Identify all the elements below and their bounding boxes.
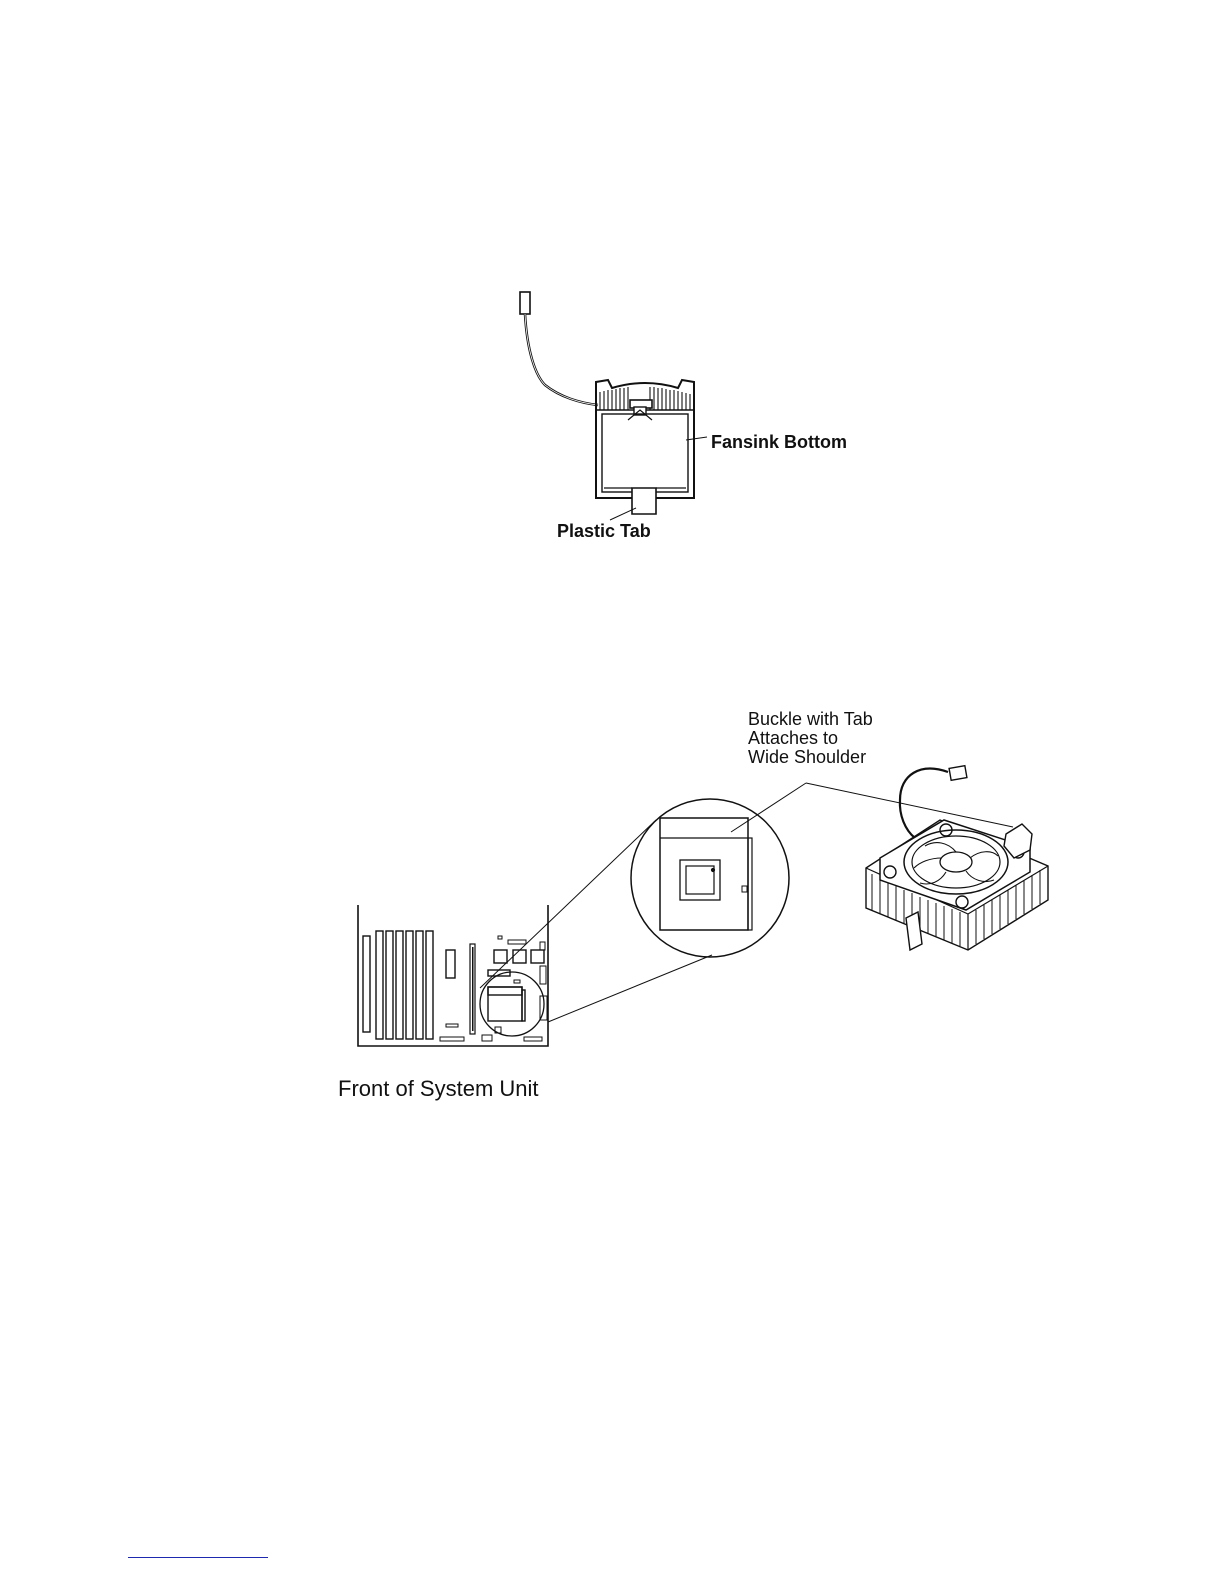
plastic-tab-label: Plastic Tab [557, 521, 651, 541]
processor-socket-detail [631, 799, 789, 957]
fansink-bottom-label: Fansink Bottom [711, 432, 848, 452]
buckle-label-line-2: Attaches to [748, 728, 839, 748]
system-board [358, 905, 548, 1046]
buckle-label-line-3: Wide Shoulder [748, 747, 867, 767]
buckle-label-line-1: Buckle with Tab [748, 709, 873, 729]
footer-rule [128, 1557, 268, 1558]
front-of-system-unit-label: Front of System Unit [338, 1076, 539, 1101]
fansink-assembly [866, 766, 1048, 950]
